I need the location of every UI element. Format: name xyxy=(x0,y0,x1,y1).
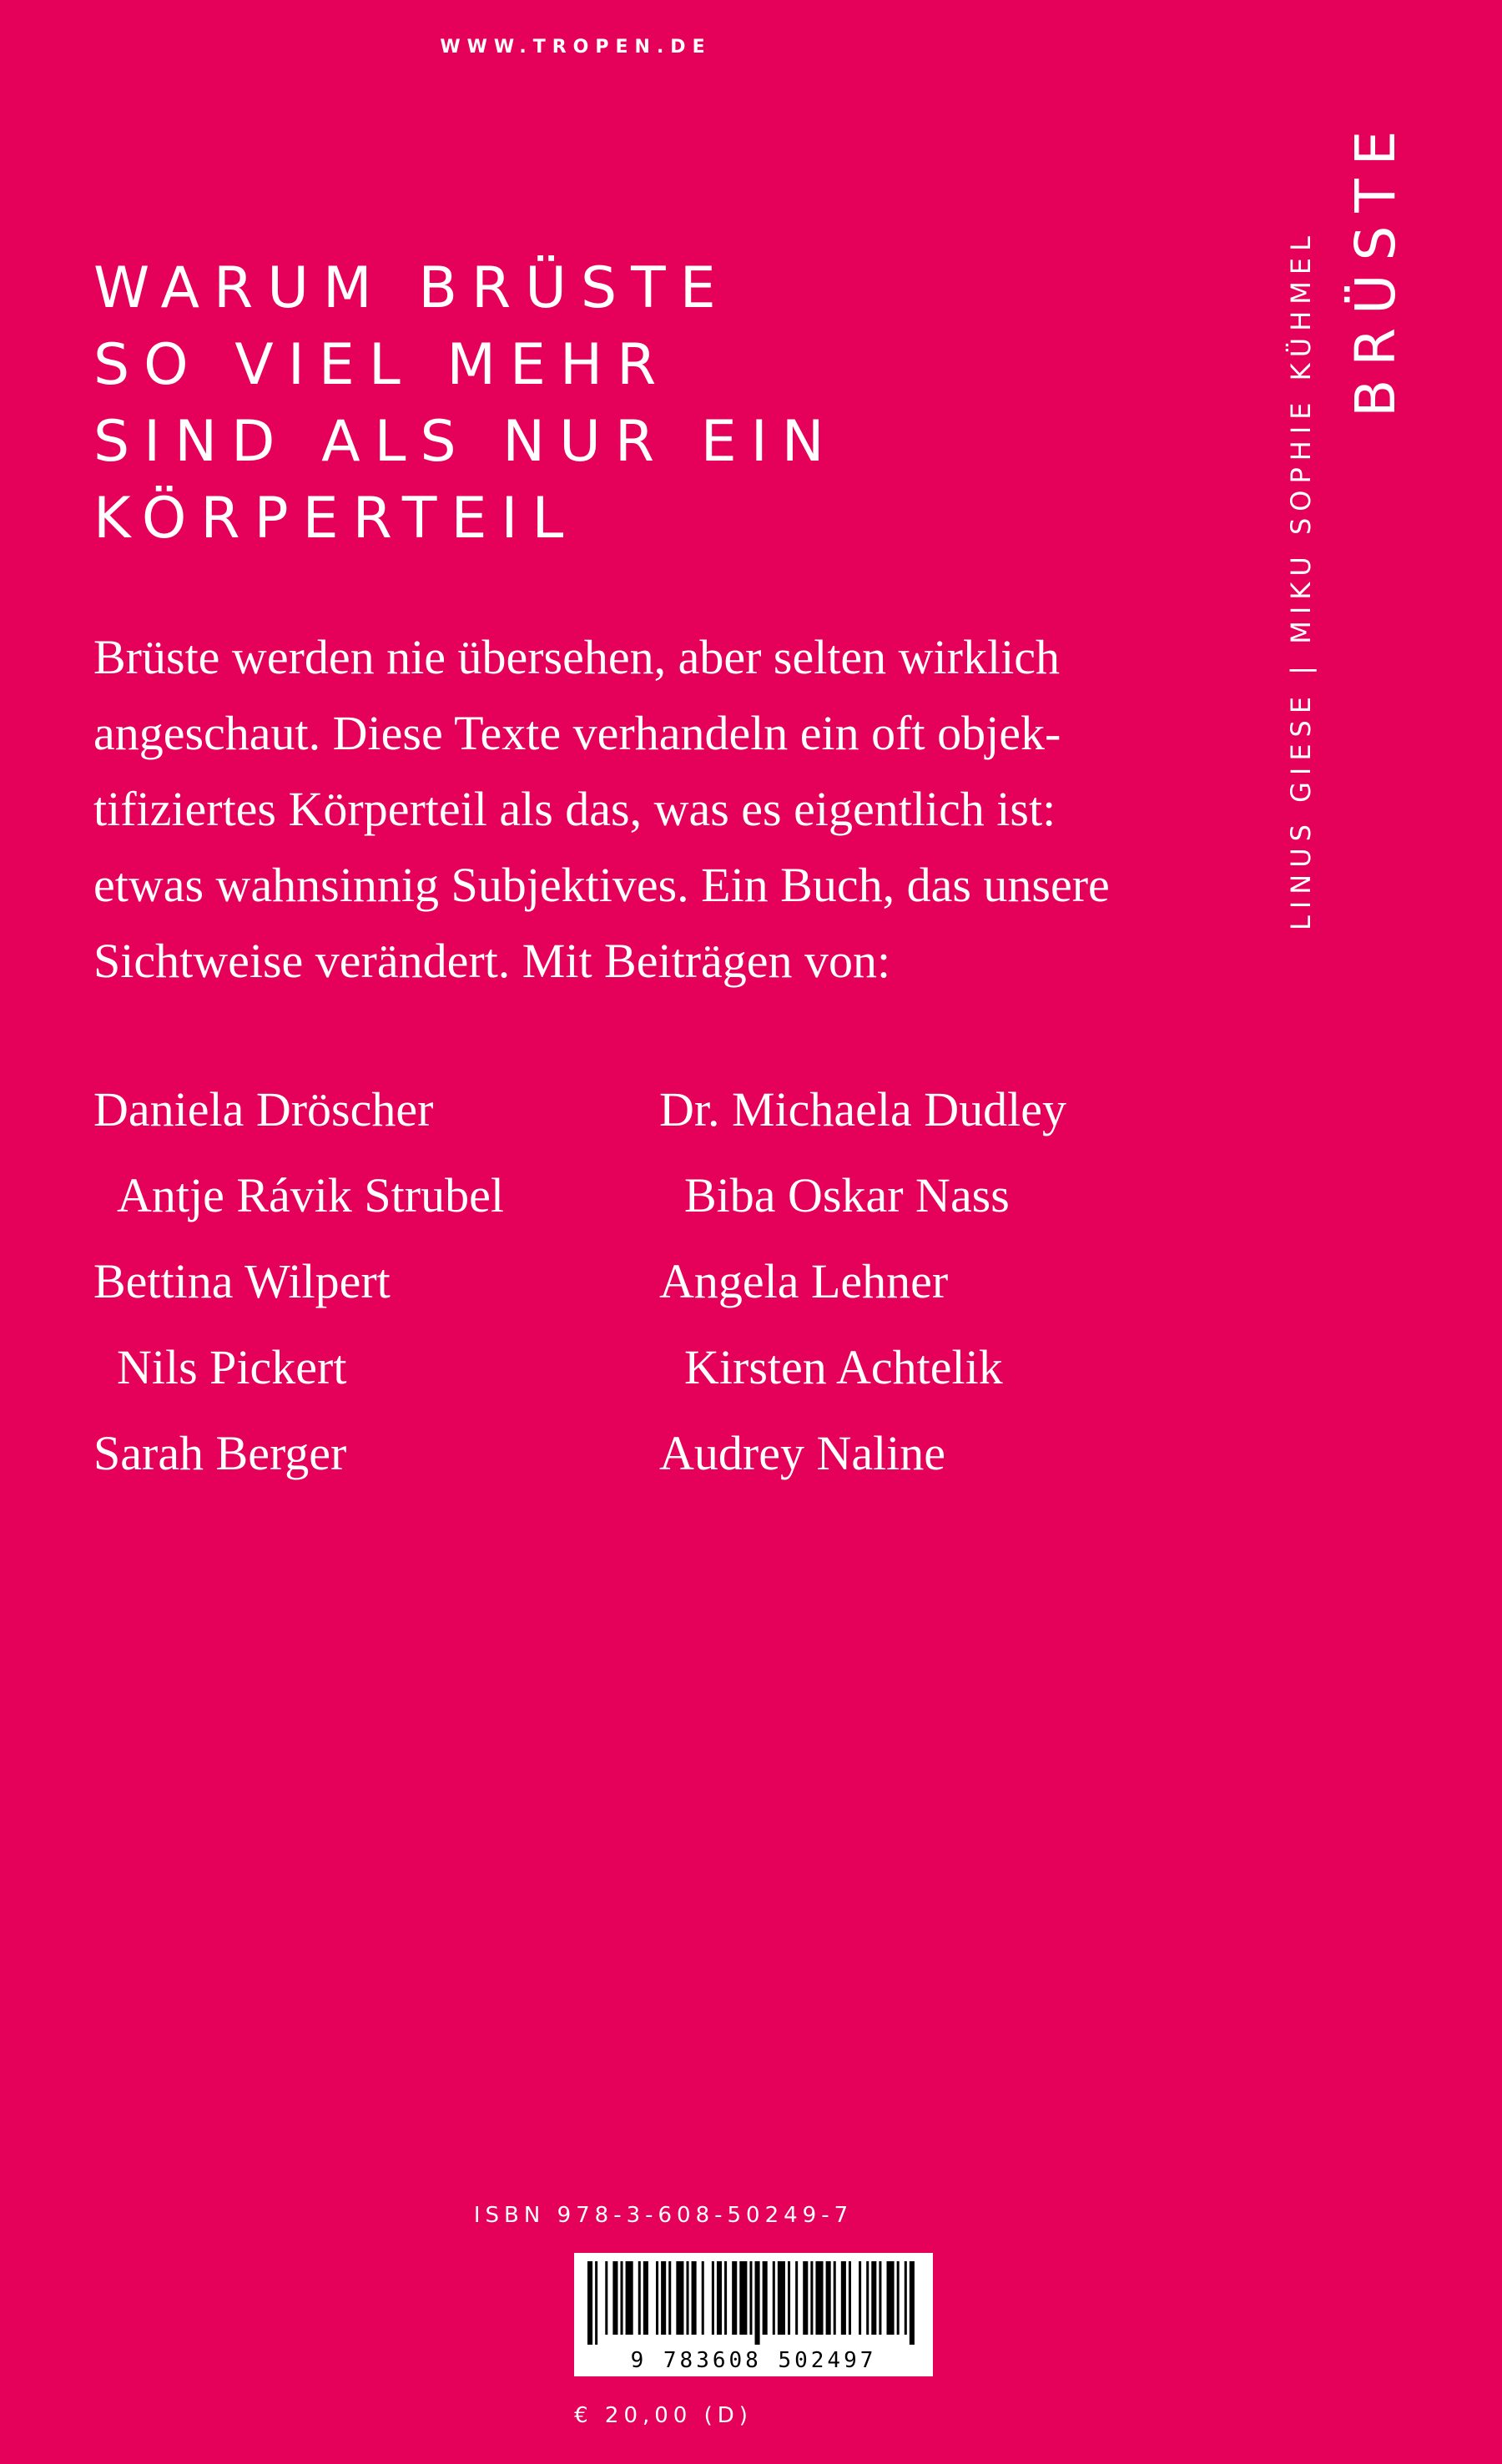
barcode-bar xyxy=(810,2261,813,2335)
contributor-name: Nils Pickert xyxy=(117,1340,347,1394)
barcode-bar xyxy=(778,2261,785,2335)
blurb-text xyxy=(93,619,1145,999)
isbn-label xyxy=(0,2203,1502,2228)
barcode-bar xyxy=(621,2261,623,2335)
barcode-bar xyxy=(795,2261,798,2335)
barcode-bar xyxy=(803,2261,808,2335)
contributor-name: Audrey Naline xyxy=(659,1426,946,1480)
barcode-digits: 9 783608 502497 xyxy=(630,2348,877,2373)
blurb-line-1: Brüste werden nie übersehen, aber selten wirklich xyxy=(93,630,1060,684)
contributor-name: Antje Rávik Strubel xyxy=(117,1168,504,1222)
blurb-line-2: angeschaut. Diese Texte verhandeln ein oft objek- xyxy=(93,706,1061,760)
blurb-line-4: etwas wahnsinnig Subjektives. Ein Buch, das unsere xyxy=(93,858,1110,912)
barcode-bar xyxy=(717,2261,722,2335)
barcode-bar xyxy=(773,2261,775,2335)
contributor-name: Sarah Berger xyxy=(93,1426,347,1480)
headline-line-1: WARUM BRÜSTE xyxy=(93,255,730,321)
barcode-bar xyxy=(739,2261,747,2335)
spine-title: BRÜSTE xyxy=(1343,117,1408,417)
barcode-bar xyxy=(668,2261,671,2335)
headline-line-4: KÖRPERTEIL xyxy=(93,486,578,552)
barcode-bar xyxy=(879,2261,881,2335)
barcode-bar xyxy=(686,2261,688,2335)
barcode-bars xyxy=(587,2261,920,2345)
barcode-bar xyxy=(612,2261,617,2335)
barcode-bar xyxy=(724,2261,727,2335)
spine-authors: LINUS GIESE | MIKU SOPHIE KÜHMEL xyxy=(1285,229,1317,930)
contributor-name: Biba Oskar Nass xyxy=(684,1168,1010,1222)
barcode-bar xyxy=(702,2261,704,2335)
barcode-bar xyxy=(676,2261,683,2335)
blurb-line-3: tifiziertes Körperteil als das, was es eigentlich ist: xyxy=(93,782,1056,836)
isbn-text: ISBN 978-3-608-50249-7 xyxy=(473,2203,854,2228)
barcode-bar xyxy=(910,2261,915,2345)
website-url xyxy=(0,37,1502,58)
headline-line-2: SO VIEL MEHR xyxy=(93,332,671,398)
barcode-bar xyxy=(866,2261,869,2335)
barcode-bar xyxy=(749,2261,752,2335)
barcode-bar xyxy=(661,2261,666,2335)
barcode-bar xyxy=(897,2261,900,2335)
barcode-bar xyxy=(815,2261,823,2335)
contributor-name: Bettina Wilpert xyxy=(93,1254,391,1308)
barcode-bar xyxy=(834,2261,836,2335)
barcode-bar xyxy=(656,2261,658,2335)
barcode-bar xyxy=(626,2261,633,2335)
barcode-bar xyxy=(712,2261,714,2335)
barcode-bar xyxy=(859,2261,861,2335)
barcode-bar xyxy=(692,2261,697,2335)
price-text: € 20,00 (D) xyxy=(574,2403,753,2428)
barcode-bar xyxy=(826,2261,831,2335)
barcode-bar xyxy=(763,2261,768,2335)
contributor-name: Daniela Dröscher xyxy=(93,1082,434,1136)
barcode-bar xyxy=(595,2261,597,2345)
barcode-bar xyxy=(638,2261,641,2335)
barcode-bar xyxy=(871,2261,876,2335)
contributor-name: Angela Lehner xyxy=(659,1254,949,1308)
contributor-name: Dr. Michaela Dudley xyxy=(659,1082,1067,1136)
headline-line-3: SIND ALS NUR EIN xyxy=(93,409,839,475)
barcode-bar xyxy=(887,2261,895,2335)
headline xyxy=(93,250,839,557)
website-url-text: WWW.TROPEN.DE xyxy=(440,37,712,58)
barcode-bar xyxy=(587,2261,592,2345)
barcode-bar xyxy=(643,2261,648,2335)
barcode-bar xyxy=(732,2261,737,2335)
barcode-bar xyxy=(905,2261,907,2335)
barcode-bar xyxy=(755,2261,760,2345)
barcode-bar xyxy=(849,2261,851,2335)
barcode xyxy=(574,2253,933,2376)
barcode-bar xyxy=(605,2261,607,2335)
barcode-bar xyxy=(788,2261,790,2335)
blurb-line-5: Sichtweise verändert. Mit Beiträgen von: xyxy=(93,934,891,988)
barcode-bar xyxy=(841,2261,846,2335)
price-label xyxy=(0,2403,1502,2428)
contributor-name: Kirsten Achtelik xyxy=(684,1340,1003,1394)
